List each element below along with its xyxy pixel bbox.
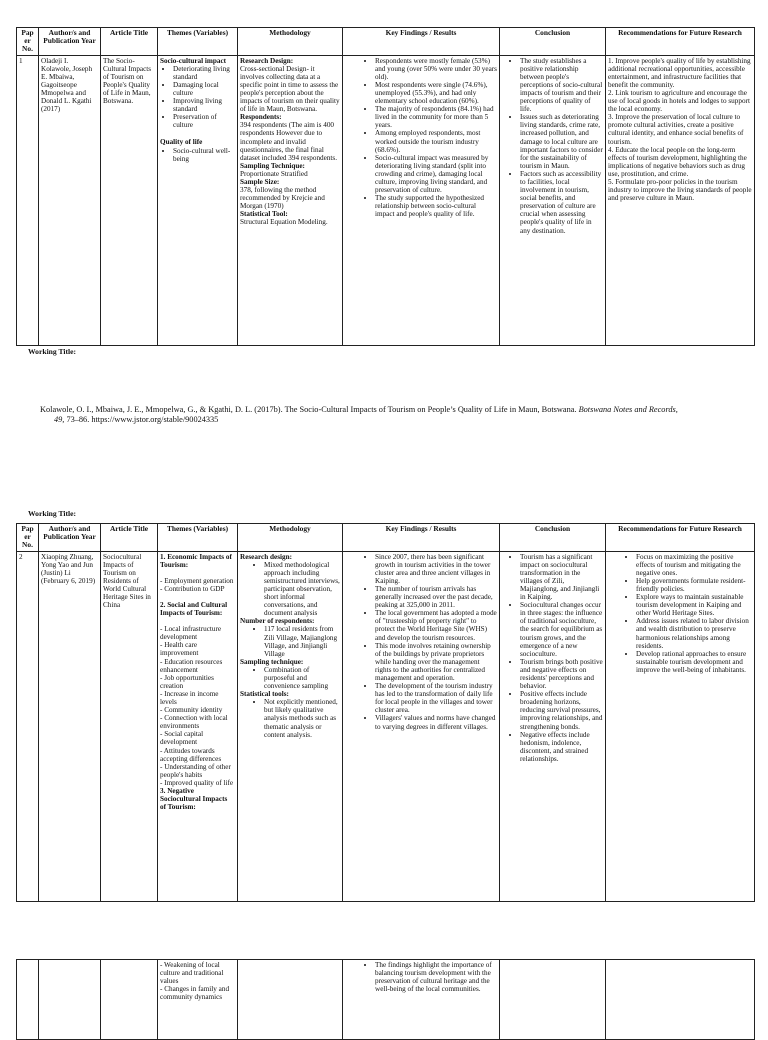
findings-cell <box>343 551 500 901</box>
col-header-themes: Themes (Variables) <box>158 524 238 552</box>
working-title-label: Working Title: <box>28 347 77 356</box>
list-item: • Sociocultural changes occur in three stages: the influence of traditional socioculture, the search for equilibrium as tourism grows, and the emergence of a new socioculture. <box>520 601 603 658</box>
method-list <box>240 666 340 690</box>
article-title-cell <box>101 960 158 1040</box>
findings-cell <box>343 55 500 345</box>
theme-list <box>160 147 235 163</box>
themes-cell <box>158 55 238 345</box>
citation-text: Kolawole, O. I., Mbaiwa, J. E., Mmopelwa, G., & Kgathi, D. L. (2017b). The Socio-Cultural Impacts of Tourism on People’s Quality of Life in Maun, Botswana. <box>40 405 577 414</box>
method-text: Proportionate Stratified <box>240 169 308 178</box>
method-label: Sampling technique: <box>240 657 304 666</box>
method-label: Research design: <box>240 552 292 561</box>
col-header-recommendations: Recommendations for Future Research <box>606 524 755 552</box>
citation-pages-url: 73–86. https://www.jstor.org/stable/90024335 <box>66 414 219 424</box>
method-label: Sample Size: <box>240 178 280 187</box>
col-header-title: Article Title <box>101 524 158 552</box>
conclusion-cell <box>500 55 606 345</box>
paper-no-cell <box>17 960 39 1040</box>
header-row <box>17 524 755 552</box>
list-item: • Among employed respondents, most worked outside the tourism industry (68.6%). <box>375 129 497 153</box>
recommendations-list <box>608 553 752 674</box>
list-item: • Issues such as deteriorating living standards, crime rate, increased pollution, and damage to local culture are important factors to consider for the sustainability of tourism in Maun. <box>520 113 603 170</box>
reference-citation <box>40 405 740 424</box>
col-header-methodology: Methodology <box>238 524 343 552</box>
method-label: Research Design: <box>240 56 294 65</box>
method-text: Structural Equation Modeling. <box>240 218 328 227</box>
list-item: • The findings highlight the importance of balancing tourism development with the preservation of cultural heritage and the well-being of the local communities. <box>375 961 497 993</box>
recommendations-cell <box>606 551 755 901</box>
list-item: • The development of the tourism industry has led to the transformation of daily life for local people in the villages and tower cluster area. <box>375 682 497 714</box>
methodology-cell <box>238 551 343 901</box>
list-item: • Combination of purposeful and convenience sampling <box>264 666 340 690</box>
table-row <box>17 55 755 345</box>
theme-heading: 2. Social and Cultural Impacts of Tourism: <box>160 600 228 618</box>
conclusion-cell <box>500 551 606 901</box>
list-item: • Focus on maximizing the positive effects of tourism and mitigating the negative ones. <box>636 553 752 577</box>
theme-list <box>160 65 235 130</box>
authors-cell: Oladeji I. Kolawole, Joseph E. Mbaiwa, Gagoitseope Mmopelwa and Donald L. Kgathi (2017) <box>39 55 101 345</box>
list-item: • Most respondents were single (74.6%), unemployed (55.3%), and had only elementary school education (60%). <box>375 81 497 105</box>
paper-no-cell: 1 <box>17 55 39 345</box>
col-header-paper-no: Pap er No. <box>17 28 39 56</box>
list-item: • Respondents were mostly female (53%) and young (over 50% were under 30 years old). <box>375 57 497 81</box>
list-item: • Mixed methodological approach including semistructured interviews, participant observation, short informal conversations, and document analysis <box>264 561 340 618</box>
list-item: • Explore ways to maintain sustainable tourism development in Kaiping and other World Heritage Sites. <box>636 593 752 617</box>
list-item: • Tourism has a significant impact on sociocultural transformation in the villages of Zili, Majianglong, and Jinjiangli in Kaiping. <box>520 553 603 602</box>
list-item: • Not explicitly mentioned, but likely qualitative analysis methods such as thematic analysis or content analysis. <box>264 698 340 738</box>
conclusion-cell <box>500 960 606 1040</box>
methodology-cell <box>238 55 343 345</box>
list-item: • Address issues related to labor division and wealth distribution to preserve harmonious relationships among residents. <box>636 617 752 649</box>
list-item: • Improving living standard <box>173 97 235 113</box>
list-item: • Socio-cultural impact was measured by deteriorating living standard (split into crowding and crime), damaging local culture, improving living standard, and preservation of culture. <box>375 154 497 194</box>
method-text: Cross-sectional Design- it involves collecting data at a specific point in time to assess the people's perception about the impacts of tourism on their quality of life in Maun, Botswana. <box>240 64 340 114</box>
col-header-themes: Themes (Variables) <box>158 28 238 56</box>
list-item: • Positive effects include broadening horizons, reducing survival pressures, improving relationships, and strengthening bonds. <box>520 690 603 730</box>
method-label: Number of respondents: <box>240 617 315 626</box>
authors-cell <box>39 960 101 1040</box>
list-item: • Damaging local culture <box>173 81 235 97</box>
table-row <box>17 960 755 1040</box>
themes-cell: - Weakening of local culture and traditional values - Changes in family and community dynamics <box>158 960 238 1040</box>
list-item: • The local government has adopted a mode of "trusteeship of property right" to protect the World Heritage Site (WHS) and develop the tourism resources. <box>375 609 497 641</box>
recommendations-cell: 1. Improve people's quality of life by establishing additional recreational opportunities, accessible entertainment, and infrastructure facilities that benefit the community. 2. Link tourism to agriculture and encourage the use of local goods in hotels and lodges to support the local economy. 3. Improve the preservation of local culture to promote cultural activities, create a positive cultural identity, and enhance social benefits of tourism. 4. Educate the local people on the long-term effects of tourism development, highlighting the implications of negative behaviors such as drug use, prostitution, and crime. 5. Formulate pro-poor policies in the tourism industry to improve the living standards of people and preserve culture in Maun. <box>606 55 755 345</box>
findings-list <box>345 57 497 219</box>
list-item: • Deteriorating living standard <box>173 65 235 81</box>
col-header-findings: Key Findings / Results <box>343 28 500 56</box>
method-text: 394 respondents (The aim is 400 respondents However due to incomplete and invalid questionnaires, the final final dataset included 394 respondents. <box>240 121 338 162</box>
conclusion-list <box>502 553 603 763</box>
review-table-2 <box>16 523 755 902</box>
col-header-paper-no: Pap er No. <box>17 524 39 552</box>
theme-heading: 1. Economic Impacts of Tourism: <box>160 552 232 569</box>
col-header-title: Article Title <box>101 28 158 56</box>
working-title-label: Working Title: <box>28 509 77 518</box>
list-item: • The majority of respondents (84.1%) had lived in the community for more than 5 years. <box>375 105 497 129</box>
list-item: • Preservation of culture <box>173 113 235 129</box>
list-item: • Socio-cultural well-being <box>173 147 235 163</box>
col-header-conclusion: Conclusion <box>500 524 606 552</box>
list-item: • Factors such as accessibility to facilities, local involvement in tourism, social benefits, and preservation of culture are crucial when assessing people's quality of life in any destination. <box>520 170 603 235</box>
findings-list <box>345 961 497 993</box>
list-item: • The study supported the hypothesized relationship between socio-cultural impact and people's quality of life. <box>375 194 497 218</box>
theme-text: - Employment generation - Contribution to GDP <box>160 576 234 593</box>
themes-cell <box>158 551 238 901</box>
recommendations-cell <box>606 960 755 1040</box>
findings-list <box>345 553 497 731</box>
list-item: • Tourism brings both positive and negative effects on residents' perceptions and behavior. <box>520 658 603 690</box>
header-row <box>17 28 755 56</box>
col-header-recommendations: Recommendations for Future Research <box>606 28 755 56</box>
paper-no-cell: 2 <box>17 551 39 901</box>
method-list <box>240 561 340 618</box>
article-title-cell: Sociocultural Impacts of Tourism on Residents of World Cultural Heritage Sites in China <box>101 551 158 901</box>
col-header-methodology: Methodology <box>238 28 343 56</box>
method-label: Sampling Technique: <box>240 161 305 170</box>
methodology-cell <box>238 960 343 1040</box>
list-item: • Help governments formulate resident-friendly policies. <box>636 577 752 593</box>
review-table-1 <box>16 27 755 346</box>
authors-cell: Xiaoping Zhuang, Yong Yao and Jun (Justin) Li (February 6, 2019) <box>39 551 101 901</box>
method-label: Statistical tools: <box>240 690 289 699</box>
list-item: • This mode involves retaining ownership of the buildings by private proprietors while handing over the management rights to the authorities for centralized management and operation. <box>375 642 497 682</box>
conclusion-list <box>502 57 603 235</box>
method-label: Statistical Tool: <box>240 210 288 219</box>
list-item: • The study establishes a positive relationship between people's perceptions of socio-cultural impacts of tourism and their perceptions of quality of life. <box>520 57 603 114</box>
list-item: • Since 2007, there has been significant growth in tourism activities in the tower cluster area and three ancient villages in Kaiping. <box>375 553 497 585</box>
col-header-conclusion: Conclusion <box>500 28 606 56</box>
list-item: • The number of tourism arrivals has generally increased over the past decade, peaking at 325,000 in 2011. <box>375 585 497 609</box>
citation-volume: 49, <box>54 414 65 424</box>
col-header-authors: Author/s and Publication Year <box>39 524 101 552</box>
list-item: • Villagers' values and norms have changed to varying degrees in different villages. <box>375 714 497 730</box>
list-item: • 117 local residents from Zili Village, Majianglong Village, and Jinjiangli Village <box>264 625 340 657</box>
theme-heading: Socio-cultural impact <box>160 56 227 65</box>
method-text: 378, following the method recommended by Krejcie and Morgan (1970) <box>240 186 325 211</box>
list-item: • Negative effects include hedonism, indolence, discontent, and strained relationships. <box>520 731 603 763</box>
method-list <box>240 625 340 657</box>
theme-heading: Quality of life <box>160 138 203 147</box>
col-header-authors: Author/s and Publication Year <box>39 28 101 56</box>
list-item: • Develop rational approaches to ensure sustainable tourism development and improve the well-being of inhabitants. <box>636 650 752 674</box>
method-label: Respondents: <box>240 113 282 122</box>
citation-journal: Botswana Notes and Records, <box>578 405 678 414</box>
article-title-cell: The Socio-Cultural Impacts of Tourism on People's Quality of Life in Maun, Botswana. <box>101 55 158 345</box>
theme-text: - Local infrastructure development - Health care improvement - Education resources enhancement - Job opportunities creation - Increase in income levels - Community identity - Connection with local environments - Social capital development - Attitudes towards accepting differences - Understanding of other people's habits - Improved quality of life <box>160 625 234 787</box>
table-row <box>17 551 755 901</box>
method-list <box>240 698 340 738</box>
findings-cell <box>343 960 500 1040</box>
theme-heading: 3. Negative Sociocultural Impacts of Tourism: <box>160 787 228 812</box>
review-table-continuation <box>16 959 755 1040</box>
col-header-findings: Key Findings / Results <box>343 524 500 552</box>
